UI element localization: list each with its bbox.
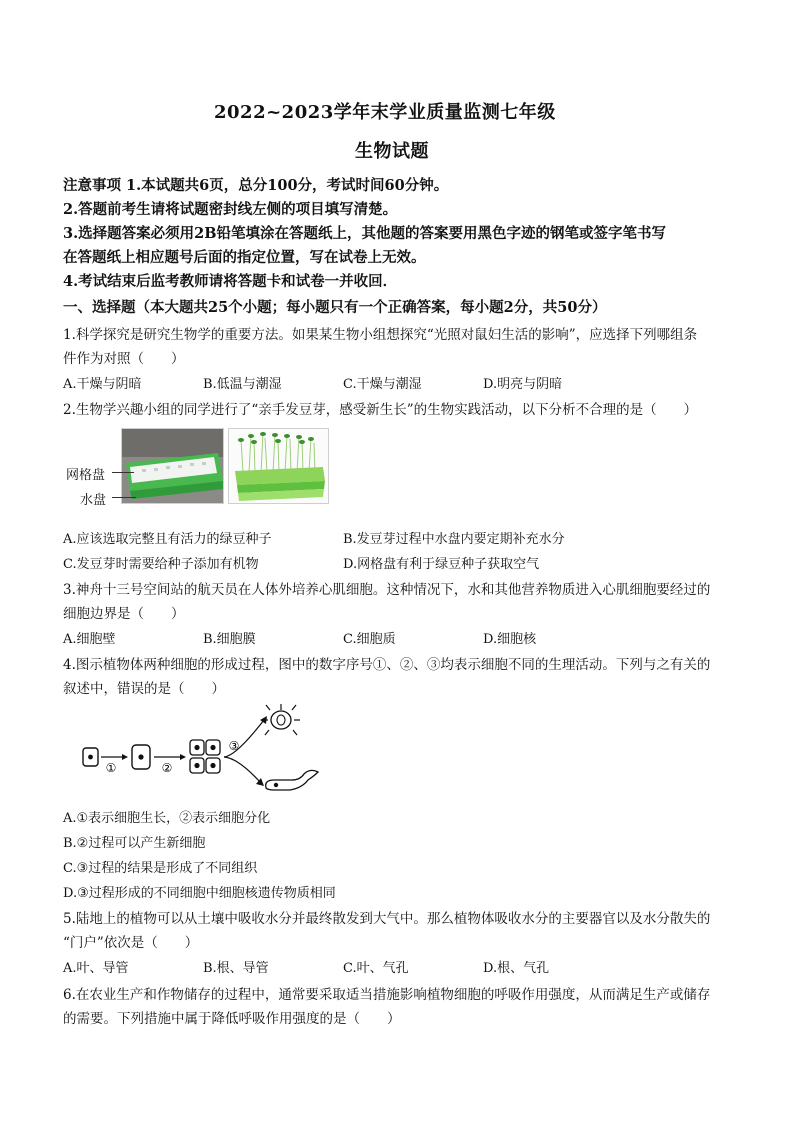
q1-option-d: D.明亮与阴暗	[483, 377, 563, 392]
step-2-label: ②	[161, 761, 173, 775]
note-3-line2: 在答题纸上相应题号后面的指定位置，写在试卷上无效。	[63, 249, 426, 266]
q3-option-a: A.细胞壁	[63, 632, 116, 647]
q3-stem-line1: 3.神舟十三号空间站的航天员在人体外培养心肌细胞。这种情况下，水和其他营养物质进入心肌细胞要经过的	[63, 582, 711, 598]
sprouts-illustration	[229, 429, 328, 503]
q1-option-c: C.干燥与潮湿	[343, 377, 422, 392]
q6-stem-line2: 的需要。下列措施中属于降低呼吸作用强度的是（ ）	[63, 1011, 401, 1027]
note-2: 2.答题前考生请将试题密封线左侧的项目填写清楚。	[63, 201, 398, 218]
q4-option-b: B.②过程可以产生新细胞	[63, 836, 206, 851]
q5-stem-line1: 5.陆地上的植物可以从土壤中吸收水分并最终散发到大气中。那么植物体吸收水分的主要器官以及水分散失的	[63, 911, 711, 927]
note-1: 注意事项 1.本试题共6页，总分100分，考试时间60分钟。	[63, 177, 449, 194]
q4-option-c: C.③过程的结果是形成了不同组织	[63, 861, 258, 876]
step-1-label: ①	[105, 761, 117, 775]
q1-stem-line2: 件作为对照（ ）	[63, 351, 185, 367]
q4-stem-line2: 叙述中，错误的是（ ）	[63, 681, 225, 697]
cell-process-diagram	[78, 700, 338, 800]
q2-option-b: B.发豆芽过程中水盘内要定期补充水分	[343, 532, 565, 547]
q1-option-b: B.低温与潮湿	[203, 377, 282, 392]
q3-option-b: B.细胞膜	[203, 632, 256, 647]
sprouts-photo	[228, 428, 329, 504]
section-heading: 一、选择题（本大题共25个小题；每小题只有一个正确答案，每小题2分，共50分）	[63, 299, 607, 316]
exam-subject: 生物试题	[355, 141, 429, 162]
arrow-3-down	[224, 757, 260, 782]
cell-cluster	[190, 740, 220, 773]
label-water-tray: 水盘	[80, 493, 107, 508]
q1-option-a: A.干燥与阴暗	[63, 377, 142, 392]
tray-illustration	[122, 429, 223, 503]
exam-title: 2022~2023学年末学业质量监测七年级	[214, 102, 556, 123]
grid-tray-pointer	[112, 472, 134, 473]
q2-option-c: C.发豆芽时需要给种子添加有机物	[63, 557, 259, 572]
q3-option-c: C.细胞质	[343, 632, 396, 647]
q5-stem-line2: “门户”依次是（ ）	[63, 935, 199, 951]
note-4: 4.考试结束后监考教师请将答题卡和试卷一并收回．	[63, 273, 398, 290]
q3-option-d: D.细胞核	[483, 632, 537, 647]
q1-stem-line1: 1.科学探究是研究生物学的重要方法。如果某生物小组想探究“光照对鼠妇生活的影响”，应选择下列哪组条	[63, 327, 698, 343]
q5-option-a: A.叶、导管	[63, 961, 129, 976]
q5-option-d: D.根、气孔	[483, 961, 550, 976]
q6-stem-line1: 6.在农业生产和作物储存的过程中，通常要采取适当措施影响植物细胞的呼吸作用强度，从而满足生产或储存	[63, 987, 711, 1003]
note-3-line1: 3.选择题答案必须用2B铅笔填涂在答题纸上，其他题的答案要用黑色字迹的钢笔或签字笔书写	[63, 225, 666, 242]
q4-option-d: D.③过程形成的不同细胞中细胞核遗传物质相同	[63, 886, 336, 901]
q4-option-a: A.①表示细胞生长，②表示细胞分化	[63, 811, 271, 826]
q2-option-a: A.应该选取完整且有活力的绿豆种子	[63, 532, 272, 547]
q4-stem-line1: 4.图示植物体两种细胞的形成过程，图中的数字序号①、②、③均表示细胞不同的生理活动。下列与之有关的	[63, 657, 711, 673]
guard-cells	[262, 704, 300, 735]
tray-photo	[121, 428, 224, 504]
water-tray-pointer	[112, 497, 136, 498]
q2-stem: 2.生物学兴趣小组的同学进行了“亲手发豆芽，感受新生长”的生物实践活动，以下分析不合理的是（ ）	[63, 402, 698, 418]
q2-option-d: D.网格盘有利于绿豆种子获取空气	[343, 557, 540, 572]
q3-stem-line2: 细胞边界是（ ）	[63, 606, 185, 622]
step-3-label: ③	[228, 739, 240, 753]
root-hair-cell	[266, 770, 318, 790]
q5-option-b: B.根、导管	[203, 961, 269, 976]
label-grid-tray: 网格盘	[66, 468, 106, 483]
q5-option-c: C.叶、气孔	[343, 961, 409, 976]
